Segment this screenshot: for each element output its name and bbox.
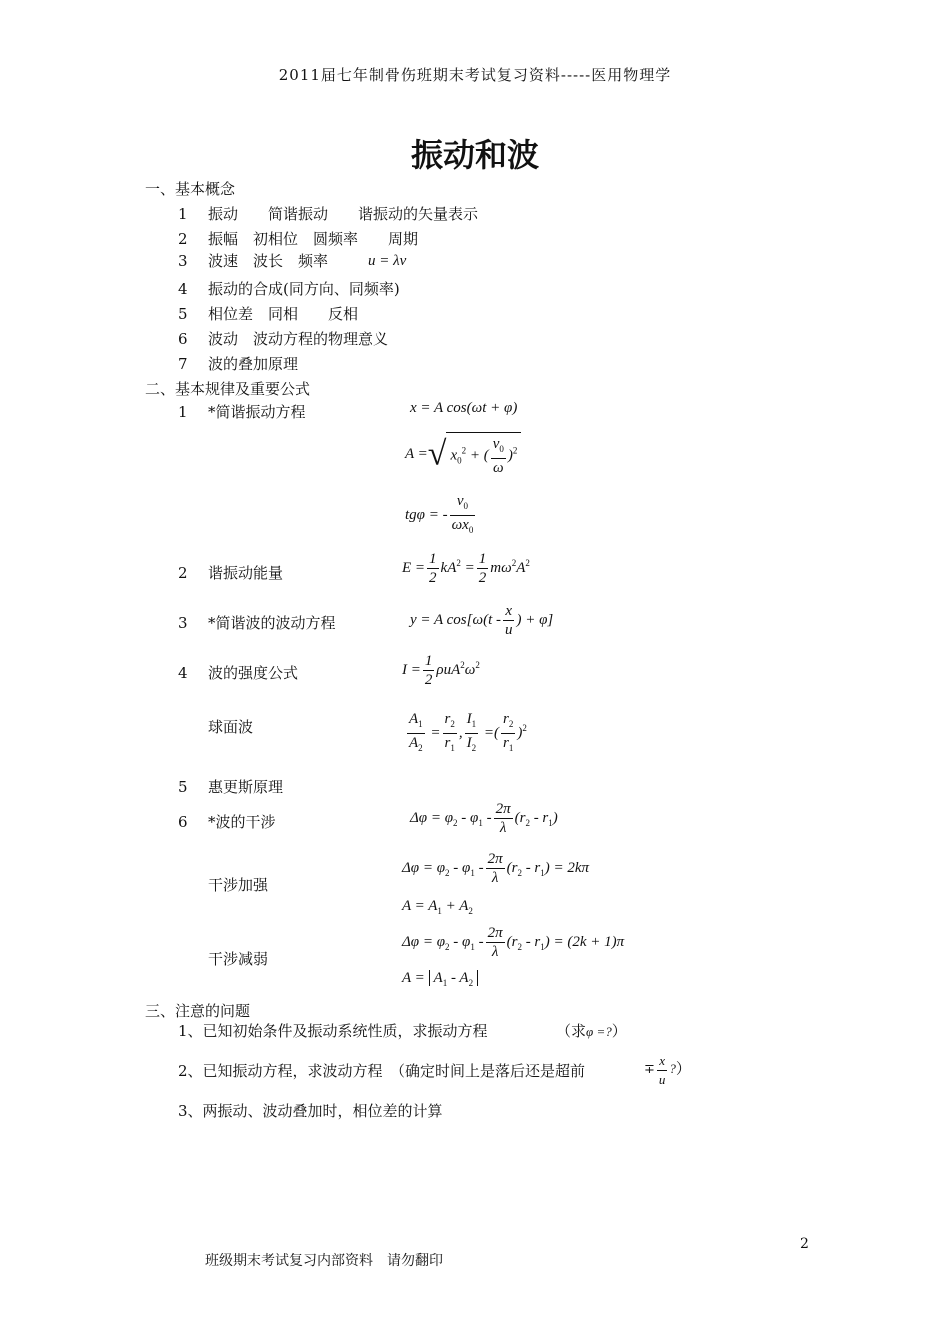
item-number: 6	[178, 330, 188, 348]
item-text: *简谐波的波动方程	[208, 614, 336, 632]
page-header: 2011届七年制骨伤班期末考试复习资料-----医用物理学	[278, 66, 672, 84]
item-number: 1	[178, 205, 188, 223]
formula-destructive-phase: $\Delta\varphi = \varphi_2 - \varphi_1$ - $\frac{2\pi}{\lambda}$ $(r_2 - r_1) = (2k + 1)\pi$	[402, 925, 625, 960]
item-text: 球面波	[208, 718, 254, 736]
item-text: 干涉加强	[208, 876, 269, 894]
rule-item	[178, 948, 268, 969]
item-text: 谐振动能量	[208, 564, 284, 582]
concept-item	[178, 250, 328, 271]
item-text: 振动 简谐振动 谐振动的矢量表示	[208, 205, 479, 223]
rule-item	[178, 811, 276, 832]
formula-initial-phase: tgφ = - $\frac{v_0}{\omega x_0}$	[405, 493, 474, 535]
item-number: 5	[178, 778, 188, 796]
item-number: 2	[178, 230, 188, 248]
rule-item	[178, 562, 283, 583]
note-item	[178, 1020, 488, 1041]
item-number: 6	[178, 813, 188, 831]
item-text: 相位差 同相 反相	[208, 305, 359, 323]
note-item	[178, 1100, 443, 1121]
item-number: 5	[178, 305, 188, 323]
item-number: 7	[178, 355, 188, 373]
concept-item	[178, 303, 358, 324]
section-heading-rules: 二、基本规律及重要公式	[145, 380, 311, 398]
note-text: 2、已知振动方程，求波动方程 （确定时间上是落后还是超前	[178, 1062, 586, 1080]
note-hint	[556, 1020, 627, 1041]
item-number: 3	[178, 614, 188, 632]
item-text: *波的干涉	[208, 813, 276, 831]
concept-item	[178, 328, 388, 349]
page-number: 2	[800, 1236, 809, 1252]
item-number: 4	[178, 280, 188, 298]
formula-wave-equation: y = A cos[ω(t - $\frac{x}{u}$ ) + φ]	[410, 603, 554, 638]
section-heading-notes: 三、注意的问题	[145, 1002, 251, 1020]
formula-destructive-amplitude: $A = A_1 - A_2$	[402, 970, 478, 988]
formula-phi-query: φ =?	[586, 1024, 612, 1039]
item-text: 惠更斯原理	[208, 778, 284, 796]
rule-item	[178, 662, 298, 683]
note-item	[178, 1060, 585, 1081]
item-text: 波的叠加原理	[208, 355, 299, 373]
note-hint	[644, 1052, 691, 1089]
formula-wave-speed: u = λν	[368, 253, 407, 269]
concept-item	[178, 278, 400, 299]
note-hint-close: ）	[675, 1059, 691, 1078]
formula-amplitude: A =√ $x_0^2$ + ( $\frac{v_0}{\omega}$ )$^2$	[405, 432, 521, 477]
item-text: 波的强度公式	[208, 664, 299, 682]
item-number: 4	[178, 664, 188, 682]
formula-spherical-wave: $\frac{A_1}{A_2}$ = $\frac{r_2}{r_1}$ , $\frac{I_1}{I_2}$ =( $\frac{r_2}{r_1}$ )$^2$	[409, 711, 527, 753]
item-text: 振动的合成(同方向、同频率)	[208, 280, 400, 298]
concept-item	[178, 353, 298, 374]
concept-item	[178, 203, 478, 224]
page-footer: 班级期末考试复习内部资料 请勿翻印	[205, 1253, 443, 1269]
note-hint-open: （求	[556, 1022, 587, 1040]
item-text: 波动 波动方程的物理意义	[208, 330, 389, 348]
item-number: 2	[178, 564, 188, 582]
note-hint-close: ）	[611, 1022, 627, 1040]
rule-item	[178, 401, 306, 422]
formula-shm-equation: x = A cos(ωt + φ)	[410, 400, 518, 416]
formula-constructive-amplitude: $A = A_1 + A_2$	[402, 898, 473, 916]
item-text: *简谐振动方程	[208, 403, 306, 421]
formula-intensity: I = $\frac{1}{2}$ $\rho uA^2\omega^2$	[402, 653, 480, 688]
page-title: 振动和波	[410, 136, 539, 174]
item-number: 3	[178, 252, 188, 270]
formula-x-over-u: ∓ $\frac{x}{u}$ ?	[644, 1053, 676, 1087]
formula-constructive-phase: $\Delta\varphi = \varphi_2 - \varphi_1$ - $\frac{2\pi}{\lambda}$ $(r_2 - r_1) = 2k\pi$	[402, 851, 590, 886]
item-text: 干涉减弱	[208, 950, 269, 968]
item-text: 波速 波长 频率	[208, 252, 329, 270]
section-heading-concepts: 一、基本概念	[145, 180, 236, 198]
note-text: 3、两振动、波动叠加时，相位差的计算	[178, 1102, 443, 1120]
rule-item	[178, 612, 336, 633]
concept-item	[178, 228, 418, 249]
rule-item	[178, 874, 268, 895]
formula-phase-difference: $\Delta\varphi = \varphi_2 - \varphi_1$ - $\frac{2\pi}{\lambda}$ $(r_2 - r_1)$	[410, 801, 558, 836]
rule-item	[178, 776, 283, 797]
note-text: 1、已知初始条件及振动系统性质，求振动方程	[178, 1022, 488, 1040]
item-text: 振幅 初相位 圆频率 周期	[208, 230, 419, 248]
item-number: 1	[178, 403, 188, 421]
rule-item	[178, 716, 253, 737]
formula-shm-energy: E = $\frac{1}{2}$ $kA^2$ = $\frac{1}{2}$ $m\omega^2A^2$	[402, 551, 530, 586]
